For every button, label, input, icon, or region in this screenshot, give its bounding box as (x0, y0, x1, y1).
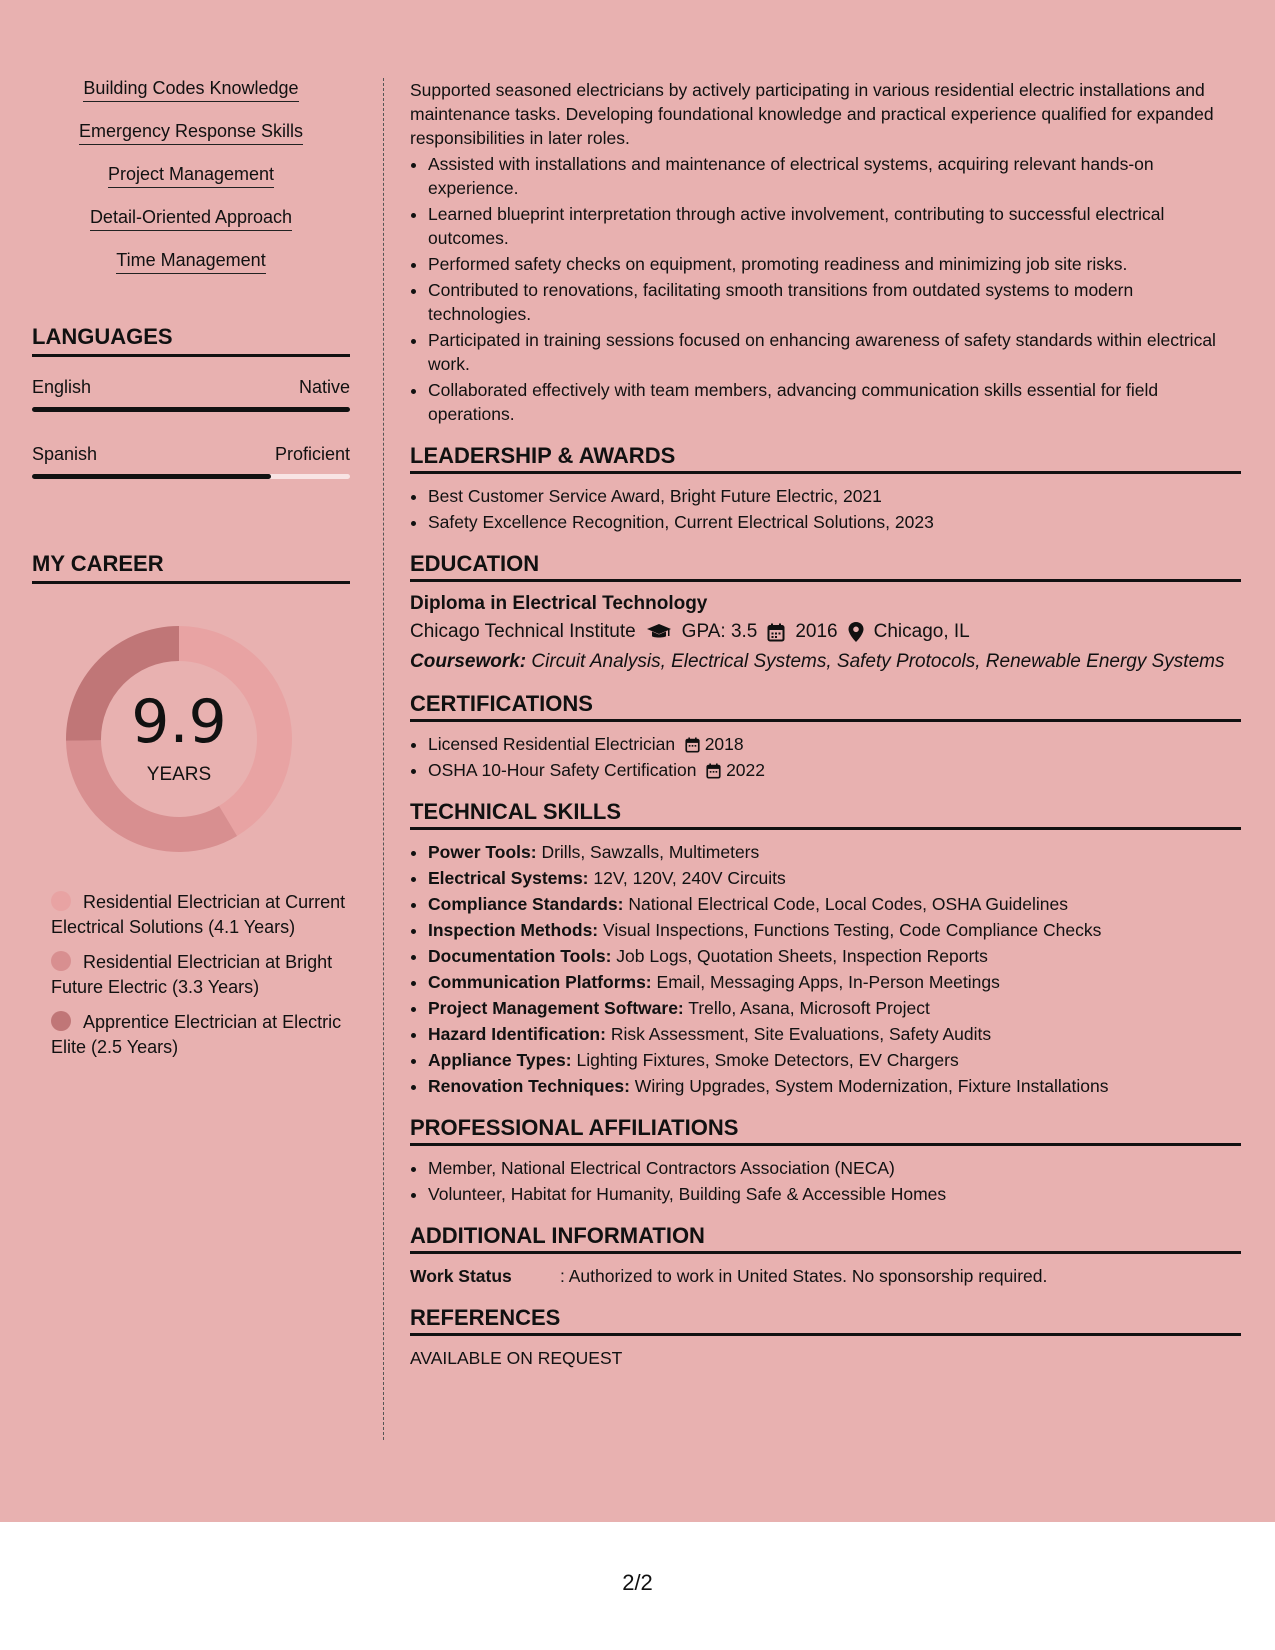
technical-skill-item: • Electrical Systems: 12V, 120V, 240V Circuits (428, 866, 1241, 890)
certification-item: • OSHA 10-Hour Safety Certification 2022 (428, 758, 1241, 782)
technical-skill-item: • Power Tools: Drills, Sawzalls, Multimeters (428, 840, 1241, 864)
skill-item: Detail-Oriented Approach (32, 207, 350, 231)
education-gpa: GPA: 3.5 (681, 621, 758, 642)
technical-skills-list (410, 840, 1241, 1098)
experience-bullet: • Performed safety checks on equipment, promoting readiness and minimizing job site risks. (428, 252, 1241, 276)
technical-skill-item: • Appliance Types: Lighting Fixtures, Smoke Detectors, EV Chargers (428, 1048, 1241, 1072)
legend-dot-icon (51, 891, 71, 911)
experience-bullet: • Contributed to renovations, facilitating smooth transitions from outdated systems to modern technologies. (428, 278, 1241, 326)
career-heading: MY CAREER (32, 551, 350, 584)
language-name: English (32, 377, 92, 397)
career-total-unit: YEARS (146, 764, 212, 785)
education-heading: EDUCATION (410, 552, 1241, 582)
technical-skills-heading: TECHNICAL SKILLS (410, 800, 1241, 830)
right-column (410, 78, 1241, 1370)
column-divider (383, 78, 384, 1440)
affiliations-heading: PROFESSIONAL AFFILIATIONS (410, 1116, 1241, 1146)
leadership-heading: LEADERSHIP & AWARDS (410, 444, 1241, 474)
experience-bullets (410, 152, 1241, 426)
references-heading: REFERENCES (410, 1306, 1241, 1336)
education-location: Chicago, IL (873, 621, 970, 642)
experience-bullet: • Collaborated effectively with team members, advancing communication skills essential for field operations. (428, 378, 1241, 426)
references-text: AVAILABLE ON REQUEST (410, 1348, 623, 1368)
technical-skill-item: • Compliance Standards: National Electrical Code, Local Codes, OSHA Guidelines (428, 892, 1241, 916)
calendar-icon (706, 763, 721, 779)
language-bar (32, 407, 350, 412)
leadership-item: • Best Customer Service Award, Bright Future Electric, 2021 (428, 484, 1241, 508)
experience-summary: Supported seasoned electricians by actively participating in various residential electric installations and maintenance tasks. Developing foundational knowledge and practical experience qualified for expanded responsibilities in later roles. (410, 80, 1214, 148)
education-degree: Diploma in Electrical Technology (410, 593, 708, 614)
work-status-label: Work Status (410, 1266, 512, 1286)
leadership-item: • Safety Excellence Recognition, Current Electrical Solutions, 2023 (428, 510, 1241, 534)
left-column (32, 78, 350, 1070)
page-number: 2/2 (622, 1570, 653, 1595)
language-spanish (32, 444, 350, 479)
career-legend-item: Residential Electrician at Bright Future Electric (3.3 Years) (51, 952, 333, 997)
language-bar-fill (32, 407, 350, 412)
certifications-list (410, 732, 1241, 782)
affiliation-item: • Volunteer, Habitat for Humanity, Building Safe & Accessible Homes (428, 1182, 1241, 1206)
technical-skill-item: • Project Management Software: Trello, Asana, Microsoft Project (428, 996, 1241, 1020)
education-details (410, 620, 1241, 644)
technical-skill-item: • Communication Platforms: Email, Messaging Apps, In-Person Meetings (428, 970, 1241, 994)
education-school: Chicago Technical Institute (410, 621, 636, 642)
skill-item: Time Management (32, 250, 350, 274)
legend-dot-icon (51, 1011, 71, 1031)
language-bar-fill (32, 474, 271, 479)
skill-item: Building Codes Knowledge (32, 78, 350, 102)
work-status-value: : Authorized to work in United States. No sponsorship required. (560, 1266, 1048, 1286)
education-coursework: Coursework: Circuit Analysis, Electrical Systems, Safety Protocols, Renewable Energy Systems (410, 651, 1225, 672)
location-pin-icon (848, 622, 864, 642)
language-bar (32, 474, 350, 479)
additional-info-heading: ADDITIONAL INFORMATION (410, 1224, 1241, 1254)
language-english (32, 377, 350, 412)
work-status-row (410, 1264, 1241, 1288)
languages-heading: LANGUAGES (32, 324, 350, 357)
career-legend-item: Residential Electrician at Current Electrical Solutions (4.1 Years) (51, 892, 346, 937)
calendar-icon (767, 623, 785, 642)
experience-bullet: • Participated in training sessions focused on enhancing awareness of safety standards within electrical work. (428, 328, 1241, 376)
certification-item: • Licensed Residential Electrician 2018 (428, 732, 1241, 756)
career-legend (32, 890, 350, 1060)
leadership-list (410, 484, 1241, 534)
language-level: Native (298, 377, 350, 397)
certifications-heading: CERTIFICATIONS (410, 692, 1241, 722)
skill-item: Emergency Response Skills (32, 121, 350, 145)
calendar-icon (685, 737, 700, 753)
career-total-years: 9.9 (131, 687, 227, 757)
experience-bullet: • Assisted with installations and maintenance of electrical systems, acquiring relevant hands-on experience. (428, 152, 1241, 200)
skill-item: Project Management (32, 164, 350, 188)
affiliations-list (410, 1156, 1241, 1206)
technical-skill-item: • Inspection Methods: Visual Inspections, Functions Testing, Code Compliance Checks (428, 918, 1241, 942)
affiliation-item: • Member, National Electrical Contractors Association (NECA) (428, 1156, 1241, 1180)
language-name: Spanish (32, 444, 98, 464)
graduation-cap-icon (646, 623, 672, 641)
technical-skill-item: • Hazard Identification: Risk Assessment, Site Evaluations, Safety Audits (428, 1022, 1241, 1046)
education-year: 2016 (795, 621, 838, 642)
legend-dot-icon (51, 951, 71, 971)
technical-skill-item: • Documentation Tools: Job Logs, Quotation Sheets, Inspection Reports (428, 944, 1241, 968)
language-level: Proficient (274, 444, 350, 464)
technical-skill-item: • Renovation Techniques: Wiring Upgrades, System Modernization, Fixture Installations (428, 1074, 1241, 1098)
career-legend-item: Apprentice Electrician at Electric Elite (2.5 Years) (51, 1012, 342, 1057)
career-donut (64, 624, 294, 854)
experience-bullet: • Learned blueprint interpretation through active involvement, contributing to successful electrical outcomes. (428, 202, 1241, 250)
soft-skills-list (32, 78, 350, 274)
